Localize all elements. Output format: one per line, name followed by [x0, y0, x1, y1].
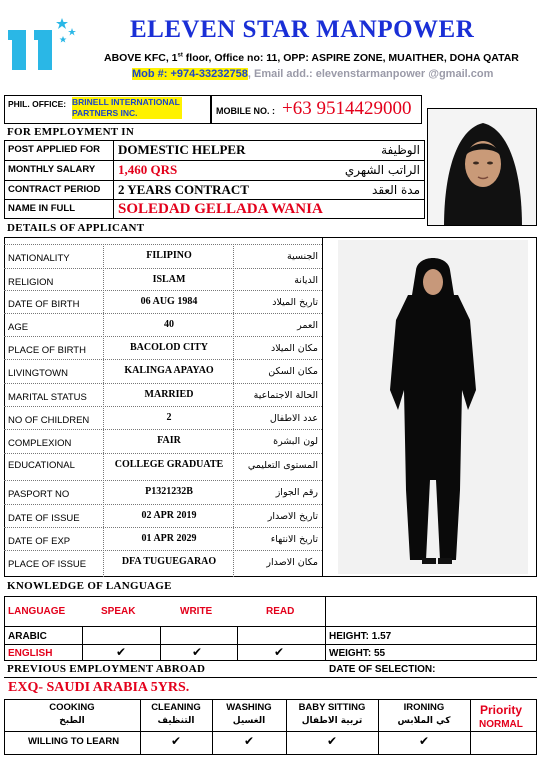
employment-row-value: DOMESTIC HELPER [118, 142, 246, 157]
employment-row-label: CONTRACT PERIOD [8, 184, 101, 195]
english-write-check: ✔ [192, 645, 203, 659]
company-address: ABOVE KFC, 1st floor, Office no: 11, OPP: ASPIRE ZONE, MUAITHER, DOHA QATAR [104, 52, 519, 64]
detail-row-arabic: لون البشرة [273, 436, 318, 447]
detail-row-label: EDUCATIONAL [8, 460, 75, 471]
detail-row-arabic: تاريخ الميلاد [272, 297, 318, 308]
skill-header: BABY SITTING [298, 702, 366, 713]
detail-row-value: 02 APR 2019 [141, 510, 197, 521]
employment-row-label: MONTHLY SALARY [8, 164, 96, 175]
willing-check: ✔ [243, 734, 255, 748]
office-label: PHIL. OFFICE: [8, 99, 67, 109]
employment-row-arabic: الراتب الشهري [344, 163, 420, 177]
detail-row-arabic: عدد الاطفال [269, 413, 318, 424]
detail-row-value: 40 [164, 319, 174, 330]
willing-check: ✔ [326, 734, 338, 748]
detail-row-arabic: مكان الاصدار [266, 557, 318, 568]
detail-row-value: KALINGA APAYAO [124, 365, 214, 376]
detail-row-label: AGE [8, 322, 29, 333]
details-heading: DETAILS OF APPLICANT [7, 222, 145, 234]
detail-row-value: DFA TUGUEGARAO [121, 556, 217, 567]
company-name: ELEVEN STAR MANPOWER [130, 16, 475, 43]
office-value: BRINELL INTERNATIONAL PARTNERS INC. [72, 97, 182, 119]
date-of-selection-label: DATE OF SELECTION: [329, 664, 436, 675]
detail-row-arabic: رقم الجواز [275, 487, 318, 498]
detail-row-arabic: الجنسية [287, 251, 318, 262]
detail-row-label: NATIONALITY [8, 253, 70, 264]
mobile-number: Mob #: +974-33232758 [132, 68, 248, 80]
employment-row-arabic: الوظيفة [381, 143, 420, 157]
read-col-header: READ [266, 606, 295, 617]
detail-row-arabic: مكان السكن [268, 366, 318, 377]
detail-row-arabic: الحالة الاجتماعية [253, 390, 318, 401]
willing-check: ✔ [418, 734, 430, 748]
detail-row-value: FAIR [157, 435, 181, 446]
detail-row-arabic: تاريخ الاصدار [267, 511, 318, 522]
write-col-header: WRITE [180, 606, 213, 617]
detail-row-value: 06 AUG 1984 [140, 296, 198, 307]
detail-row-value: 01 APR 2029 [141, 533, 197, 544]
detail-row-value: P1321232B [145, 486, 193, 497]
detail-row-label: PASPORT NO [8, 489, 70, 500]
english-speak-check: ✔ [116, 645, 127, 659]
company-logo [8, 14, 78, 72]
detail-row-arabic: تاريخ الانتهاء [270, 534, 318, 545]
detail-row-label: MARITAL STATUS [8, 392, 87, 403]
weight-label: WEIGHT: 55 [329, 648, 386, 659]
previous-employment-value: EXQ- SAUDI ARABIA 5YRS. [8, 680, 190, 695]
priority-label: Priority [480, 703, 523, 717]
email-address: , Email add.: elevenstarmanpower @gmail.com [247, 68, 494, 80]
applicant-full-body-photo [338, 240, 528, 574]
mobile-value: +63 9514429000 [282, 98, 412, 119]
contact-line [132, 68, 537, 80]
detail-row-label: PLACE OF BIRTH [8, 345, 86, 356]
skill-arabic: الغسيل [232, 716, 266, 726]
employment-heading: FOR EMPLOYMENT IN [7, 126, 135, 138]
detail-row-label: DATE OF ISSUE [8, 513, 80, 524]
employment-row-value: SOLEDAD GELLADA WANIA [118, 201, 323, 217]
mobile-label: MOBILE NO. : [216, 106, 275, 116]
previous-employment-heading: PREVIOUS EMPLOYMENT ABROAD [7, 663, 206, 675]
detail-row-label: NO OF CHILDREN [8, 415, 90, 426]
employment-row-label: NAME IN FULL [8, 203, 76, 214]
skill-arabic: التنظيف [157, 716, 195, 726]
english-read-check: ✔ [274, 645, 285, 659]
skill-header: CLEANING [151, 702, 201, 713]
language-heading: KNOWLEDGE OF LANGUAGE [7, 580, 172, 592]
employment-row-arabic: مدة العقد [372, 183, 420, 197]
detail-row-label: DATE OF EXP [8, 536, 71, 547]
detail-row-value: MARRIED [144, 389, 194, 400]
applicant-portrait-photo [427, 108, 537, 226]
skill-header: WASHING [226, 702, 272, 713]
skill-header: COOKING [49, 702, 95, 713]
detail-row-value: FILIPINO [146, 250, 192, 261]
language-col-header: LANGUAGE [8, 606, 66, 617]
employment-row-value: 1,460 QRS [118, 162, 178, 177]
detail-row-arabic: مكان الميلاد [270, 343, 318, 354]
detail-row-value: COLLEGE GRADUATE [114, 459, 224, 470]
detail-row-value: ISLAM [152, 274, 186, 285]
detail-row-arabic: المستوى التعليمي [247, 460, 318, 471]
detail-row-label: LIVINGTOWN [8, 368, 68, 379]
skill-arabic: تربية الاطفال [301, 716, 363, 726]
employment-row-value: 2 YEARS CONTRACT [118, 182, 249, 197]
detail-row-label: DATE OF BIRTH [8, 299, 80, 310]
skill-arabic: الطبخ [59, 716, 85, 726]
language-row-arabic: ARABIC [8, 631, 47, 642]
employment-row-label: POST APPLIED FOR [8, 144, 101, 155]
skill-arabic: كي الملابس [397, 716, 451, 726]
willing-check: ✔ [170, 734, 182, 748]
detail-row-arabic: الديانة [294, 275, 318, 286]
detail-row-arabic: العمر [297, 320, 318, 331]
detail-row-value: 2 [166, 412, 172, 423]
height-label: HEIGHT: 1.57 [329, 631, 392, 642]
skill-header: IRONING [403, 702, 445, 713]
willing-to-learn-label: WILLING TO LEARN [28, 736, 120, 747]
speak-col-header: SPEAK [101, 606, 136, 617]
detail-row-label: COMPLEXION [8, 438, 72, 449]
detail-row-label: PLACE OF ISSUE [8, 559, 87, 570]
priority-value: NORMAL [479, 719, 523, 730]
language-row-english: ENGLISH [8, 648, 53, 659]
detail-row-label: RELIGION [8, 277, 54, 288]
detail-row-value: BACOLOD CITY [129, 342, 209, 353]
